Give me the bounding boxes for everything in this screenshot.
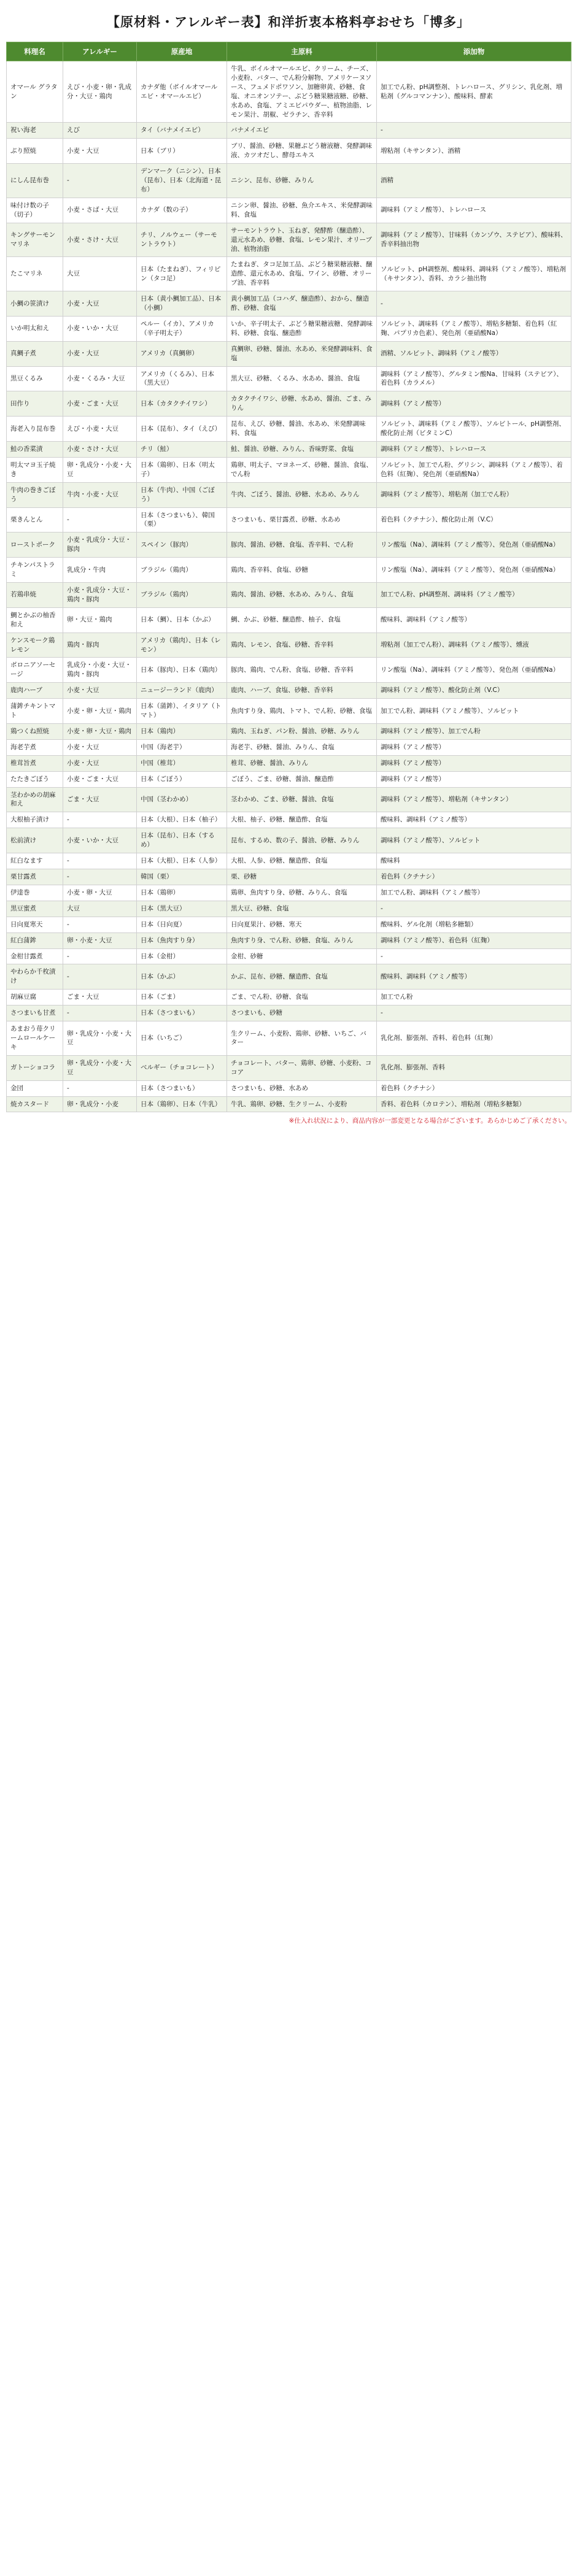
table-row: [7, 507, 571, 533]
dish-name-cell: 牛肉の巻きごぼう: [7, 482, 63, 507]
additives-cell: リン酸塩（Na）、調味料（アミノ酸等）、発色剤（亜硝酸Na）: [377, 533, 571, 558]
dish-name-cell: やわらか千枚漬け: [7, 964, 63, 990]
table-row: [7, 533, 571, 558]
table-row: [7, 164, 571, 198]
dish-name-cell: ケンスモーク鶏レモン: [7, 632, 63, 658]
table-row: [7, 1080, 571, 1096]
main-ingredients-cell: 鶏肉、香辛料、食塩、砂糖: [227, 558, 377, 583]
main-ingredients-cell: さつまいも、栗甘露煮、砂糖、水あめ: [227, 507, 377, 533]
dish-name-cell: 栗きんとん: [7, 507, 63, 533]
allergy-cell: 卵・乳成分・小麦・大豆: [63, 1021, 137, 1056]
dish-name-cell: たたきごぼう: [7, 771, 63, 787]
main-ingredients-cell: 日向夏果汁、砂糖、寒天: [227, 917, 377, 932]
main-ingredients-cell: 茎わかめ、ごま、砂糖、醤油、食塩: [227, 787, 377, 812]
allergy-cell: -: [63, 917, 137, 932]
additives-cell: 調味料（アミノ酸等）: [377, 771, 571, 787]
dish-name-cell: 椎茸旨煮: [7, 755, 63, 771]
main-ingredients-cell: カタクチイワシ、砂糖、水あめ、醤油、ごま、みりん: [227, 391, 377, 417]
dish-name-cell: 紅白蒲鉾: [7, 932, 63, 948]
table-row: [7, 198, 571, 223]
origin-cell: 韓国（栗）: [137, 869, 227, 885]
additives-cell: 調味料（アミノ酸等）、ソルビット: [377, 828, 571, 853]
table-row: [7, 990, 571, 1005]
allergy-cell: 鶏肉・豚肉: [63, 632, 137, 658]
main-ingredients-cell: かぶ、昆布、砂糖、醸造酢、食塩: [227, 964, 377, 990]
origin-cell: アメリカ（真鯛卵）: [137, 341, 227, 366]
additives-cell: 調味料（アミノ酸等）、トレハロース: [377, 198, 571, 223]
main-ingredients-cell: さつまいも、砂糖: [227, 1005, 377, 1021]
additives-cell: 調味料（アミノ酸等）、甘味料（カンゾウ、ステビア）、酸味料、香辛料抽出物: [377, 223, 571, 257]
additives-cell: -: [377, 1005, 571, 1021]
allergy-cell: 小麦・くるみ・大豆: [63, 366, 137, 391]
origin-cell: チリ、ノルウェー（サーモントラウト）: [137, 223, 227, 257]
origin-cell: 日本（鯛）、日本（かぶ）: [137, 607, 227, 632]
additives-cell: 酸味料: [377, 853, 571, 869]
dish-name-cell: 若鶏串焼: [7, 582, 63, 607]
additives-cell: 加工でん粉、調味料（アミノ酸等）: [377, 885, 571, 901]
main-ingredients-cell: 黒大豆、砂糖、くるみ、水あめ、醤油、食塩: [227, 366, 377, 391]
dish-name-cell: 味付け数の子（切子）: [7, 198, 63, 223]
allergy-cell: 乳成分・小麦・大豆・鶏肉・豚肉: [63, 658, 137, 683]
additives-cell: 酸味料、調味料（アミノ酸等）: [377, 964, 571, 990]
main-ingredients-cell: 大根、人参、砂糖、醸造酢、食塩: [227, 853, 377, 869]
allergy-cell: 小麦・大豆: [63, 683, 137, 699]
table-row: [7, 658, 571, 683]
allergy-cell: 卵・乳成分・小麦・大豆: [63, 1055, 137, 1080]
allergy-cell: -: [63, 1005, 137, 1021]
table-row: [7, 558, 571, 583]
allergy-table: [6, 42, 571, 1112]
dish-name-cell: たこマリネ: [7, 257, 63, 291]
table-row: [7, 739, 571, 755]
origin-cell: カナダ他（ボイルオマールエビ・オマールエビ）: [137, 61, 227, 123]
allergy-cell: 大豆: [63, 901, 137, 917]
dish-name-cell: 松前漬け: [7, 828, 63, 853]
dish-name-cell: ぶり照焼: [7, 139, 63, 164]
table-row: [7, 699, 571, 724]
allergy-cell: 卵・乳成分・小麦: [63, 1096, 137, 1112]
table-row: [7, 632, 571, 658]
main-ingredients-cell: 黄小鯛加工品（コハダ、醸造酢）、おから、醸造酢、砂糖、食塩: [227, 291, 377, 317]
origin-cell: 中国（海老芋）: [137, 739, 227, 755]
table-row: [7, 457, 571, 482]
dish-name-cell: 金柑甘露煮: [7, 948, 63, 964]
allergy-cell: -: [63, 869, 137, 885]
origin-cell: 日本（魚肉すり身）: [137, 932, 227, 948]
origin-cell: アメリカ（くるみ）、日本（黒大豆）: [137, 366, 227, 391]
origin-cell: スペイン（豚肉）: [137, 533, 227, 558]
origin-cell: 日本（鶏卵）、日本（牛乳）: [137, 1096, 227, 1112]
additives-cell: 調味料（アミノ酸等）: [377, 755, 571, 771]
table-row: [7, 828, 571, 853]
main-ingredients-cell: ニシン卵、醤油、砂糖、魚介エキス、米発酵調味料、食塩: [227, 198, 377, 223]
allergy-cell: 小麦・卵・大豆・鶏肉: [63, 723, 137, 739]
dish-name-cell: キングサーモンマリネ: [7, 223, 63, 257]
allergy-cell: 小麦・さけ・大豆: [63, 442, 137, 458]
table-row: [7, 223, 571, 257]
header-main-ingredients: 主原料: [227, 42, 377, 61]
allergy-cell: 牛肉・小麦・大豆: [63, 482, 137, 507]
table-row: [7, 683, 571, 699]
table-row: [7, 1055, 571, 1080]
additives-cell: 香料、着色料（カロテン）、増粘剤（増粘多糖類）: [377, 1096, 571, 1112]
main-ingredients-cell: 豚肉、鶏肉、でん粉、食塩、砂糖、香辛料: [227, 658, 377, 683]
origin-cell: 日本（ごぼう）: [137, 771, 227, 787]
main-ingredients-cell: 牛肉、ごぼう、醤油、砂糖、水あめ、みりん: [227, 482, 377, 507]
dish-name-cell: 茎わかめの胡麻和え: [7, 787, 63, 812]
main-ingredients-cell: たまねぎ、タコ足加工品、ぶどう糖果糖液糖、醸造酢、還元水あめ、食塩、ワイン、砂糖、オリーブ油、香辛料: [227, 257, 377, 291]
additives-cell: 調味料（アミノ酸等）、加工でん粉: [377, 723, 571, 739]
allergy-cell: 小麦・ごま・大豆: [63, 391, 137, 417]
additives-cell: 乳化剤、膨張剤、香料: [377, 1055, 571, 1080]
allergy-cell: 小麦・卵・大豆・鶏肉: [63, 699, 137, 724]
additives-cell: 増粘剤（キサンタン）、酒精: [377, 139, 571, 164]
origin-cell: 日本（さつまいも）、韓国（栗）: [137, 507, 227, 533]
origin-cell: アメリカ（鶏肉）、日本（レモン）: [137, 632, 227, 658]
origin-cell: ペルー（イカ）、アメリカ（辛子明太子）: [137, 316, 227, 341]
main-ingredients-cell: いか、辛子明太子、ぶどう糖果糖液糖、発酵調味料、砂糖、食塩、醸造酢: [227, 316, 377, 341]
main-ingredients-cell: 豚肉、醤油、砂糖、食塩、香辛料、でん粉: [227, 533, 377, 558]
dish-name-cell: 鯛とかぶの柚香和え: [7, 607, 63, 632]
origin-cell: 日本（たまねぎ）、フィリピン（タコ足）: [137, 257, 227, 291]
dish-name-cell: 祝い海老: [7, 123, 63, 139]
dish-name-cell: 真鯛子煮: [7, 341, 63, 366]
allergy-cell: 小麦・大豆: [63, 739, 137, 755]
origin-cell: 日本（かぶ）: [137, 964, 227, 990]
dish-name-cell: にしん昆布巻: [7, 164, 63, 198]
main-ingredients-cell: チョコレート、バター、鶏卵、砂糖、小麦粉、ココア: [227, 1055, 377, 1080]
allergy-cell: えび: [63, 123, 137, 139]
additives-cell: ソルビット、pH調整剤、酸味料、調味料（アミノ酸等）、増粘剤（キサンタン）、香料、カラシ抽出物: [377, 257, 571, 291]
table-header: [7, 42, 571, 61]
table-row: [7, 853, 571, 869]
allergy-cell: 小麦・いか・大豆: [63, 828, 137, 853]
main-ingredients-cell: 昆布、えび、砂糖、醤油、水あめ、米発酵調味料、食塩: [227, 417, 377, 442]
allergy-cell: 小麦・ごま・大豆: [63, 771, 137, 787]
origin-cell: 日本（黄小鯛加工品）、日本（小鯛）: [137, 291, 227, 317]
additives-cell: 着色料（クチナシ）、酸化防止剤（V.C）: [377, 507, 571, 533]
table-row: [7, 366, 571, 391]
additives-cell: 加工でん粉: [377, 990, 571, 1005]
table-row: [7, 123, 571, 139]
table-row: [7, 869, 571, 885]
dish-name-cell: オマール グラタン: [7, 61, 63, 123]
allergy-cell: 小麦・さば・大豆: [63, 198, 137, 223]
origin-cell: 日本（いちご）: [137, 1021, 227, 1056]
dish-name-cell: 焼カスタード: [7, 1096, 63, 1112]
allergy-cell: -: [63, 812, 137, 828]
dish-name-cell: 鮭の香菜漬: [7, 442, 63, 458]
additives-cell: ソルビット、調味料（アミノ酸等）、増粘多糖類、着色料（紅麹、パプリカ色素）、発色剤（亜硝酸Na）: [377, 316, 571, 341]
table-row: [7, 607, 571, 632]
additives-cell: -: [377, 901, 571, 917]
allergy-cell: -: [63, 853, 137, 869]
additives-cell: -: [377, 948, 571, 964]
allergy-cell: 小麦・乳成分・大豆・鶏肉・豚肉: [63, 582, 137, 607]
dish-name-cell: 大根柚子漬け: [7, 812, 63, 828]
dish-name-cell: 紅白なます: [7, 853, 63, 869]
origin-cell: ブラジル（鶏肉）: [137, 558, 227, 583]
allergy-cell: -: [63, 964, 137, 990]
origin-cell: 日本（鶏肉）: [137, 723, 227, 739]
additives-cell: 乳化剤、膨張剤、香料、着色料（紅麹）: [377, 1021, 571, 1056]
main-ingredients-cell: ブリ、醤油、砂糖、果糖ぶどう糖液糖、発酵調味液、カツオだし、酵母エキス: [227, 139, 377, 164]
additives-cell: 加工でん粉、調味料（アミノ酸等）、ソルビット: [377, 699, 571, 724]
dish-name-cell: 鶏つくね照焼: [7, 723, 63, 739]
page-title: 【原材料・アレルギー表】和洋折衷本格料亭おせち「博多」: [106, 15, 470, 29]
dish-name-cell: 田作り: [7, 391, 63, 417]
origin-cell: 日本（豚肉）、日本（鶏肉）: [137, 658, 227, 683]
origin-cell: 中国（椎茸）: [137, 755, 227, 771]
dish-name-cell: 金団: [7, 1080, 63, 1096]
dish-name-cell: 日向夏寒天: [7, 917, 63, 932]
additives-cell: 調味料（アミノ酸等）: [377, 391, 571, 417]
main-ingredients-cell: 牛乳、ボイルオマールエビ、クリーム、チーズ、小麦粉、バター、でん粉分解物、アメリケーヌソース、フュメドポワソン、加糖卵黄、砂糖、食塩、オニオンソテー、ぶどう糖果糖液糖、砂糖、水あめ、食塩、アミエビパウダー、植物油脂、レモン果汁、胡椒、ゼラチン、香辛料: [227, 61, 377, 123]
additives-cell: 酒精、ソルビット、調味料（アミノ酸等）: [377, 341, 571, 366]
origin-cell: 日本（カタクチイワシ）: [137, 391, 227, 417]
origin-cell: 日本（ごま）: [137, 990, 227, 1005]
header-allergy: アレルギー: [63, 42, 137, 61]
additives-cell: リン酸塩（Na）、調味料（アミノ酸等）、発色剤（亜硝酸Na）: [377, 658, 571, 683]
dish-name-cell: ガトーショコラ: [7, 1055, 63, 1080]
additives-cell: 調味料（アミノ酸等）、グルタミン酸Na、甘味料（ステビア）、着色料（カラメル）: [377, 366, 571, 391]
allergy-cell: 小麦・いか・大豆: [63, 316, 137, 341]
dish-name-cell: 鹿肉ハーブ: [7, 683, 63, 699]
allergy-cell: -: [63, 1080, 137, 1096]
origin-cell: 日本（昆布）、タイ（えび）: [137, 417, 227, 442]
origin-cell: タイ（バナメイエビ）: [137, 123, 227, 139]
main-ingredients-cell: さつまいも、砂糖、水あめ: [227, 1080, 377, 1096]
main-ingredients-cell: バナメイエビ: [227, 123, 377, 139]
dish-name-cell: ローストポーク: [7, 533, 63, 558]
origin-cell: 日本（鶏卵）: [137, 885, 227, 901]
additives-cell: 酒精: [377, 164, 571, 198]
origin-cell: 日本（蒲鉾）、イタリア（トマト）: [137, 699, 227, 724]
header-origin: 原産地: [137, 42, 227, 61]
table-row: [7, 964, 571, 990]
allergy-cell: えび・小麦・卵・乳成分・大豆・鶏肉: [63, 61, 137, 123]
dish-name-cell: 海老入り昆布巻: [7, 417, 63, 442]
additives-cell: 調味料（アミノ酸等）、トレハロース: [377, 442, 571, 458]
dish-name-cell: ボロニアソーセージ: [7, 658, 63, 683]
dish-name-cell: チキンパストラミ: [7, 558, 63, 583]
allergy-cell: -: [63, 948, 137, 964]
main-ingredients-cell: 金柑、砂糖: [227, 948, 377, 964]
main-ingredients-cell: 鯛、かぶ、砂糖、醸造酢、柚子、食塩: [227, 607, 377, 632]
table-row: [7, 257, 571, 291]
table-row: [7, 1021, 571, 1056]
dish-name-cell: 栗甘露煮: [7, 869, 63, 885]
dish-name-cell: 伊達巻: [7, 885, 63, 901]
main-ingredients-cell: サーモントラウト、玉ねぎ、発酵酢（醸造酢）、還元水あめ、砂糖、食塩、レモン果汁、オリーブ油、植物油脂: [227, 223, 377, 257]
main-ingredients-cell: 鶏肉、玉ねぎ、パン粉、醤油、砂糖、みりん: [227, 723, 377, 739]
allergy-cell: 小麦・大豆: [63, 755, 137, 771]
main-ingredients-cell: 魚肉すり身、鶏肉、トマト、でん粉、砂糖、食塩: [227, 699, 377, 724]
table-row: [7, 341, 571, 366]
additives-cell: 調味料（アミノ酸等）、増粘剤（加工でん粉）: [377, 482, 571, 507]
main-ingredients-cell: 海老芋、砂糖、醤油、みりん、食塩: [227, 739, 377, 755]
origin-cell: 日本（さつまいも）: [137, 1080, 227, 1096]
additives-cell: 増粘剤（加工でん粉）、調味料（アミノ酸等）、燻液: [377, 632, 571, 658]
additives-cell: 調味料（アミノ酸等）、増粘剤（キサンタン）: [377, 787, 571, 812]
dish-name-cell: あまおう苺クリームロールケーキ: [7, 1021, 63, 1056]
origin-cell: 中国（茎わかめ）: [137, 787, 227, 812]
dish-name-cell: いか明太和え: [7, 316, 63, 341]
main-ingredients-cell: 椎茸、砂糖、醤油、みりん: [227, 755, 377, 771]
additives-cell: 加工でん粉、pH調整剤、調味料（アミノ酸等）: [377, 582, 571, 607]
origin-cell: 日本（黒大豆）: [137, 901, 227, 917]
dish-name-cell: さつまいも甘煮: [7, 1005, 63, 1021]
origin-cell: カナダ（数の子）: [137, 198, 227, 223]
main-ingredients-cell: 魚肉すり身、でん粉、砂糖、食塩、みりん: [227, 932, 377, 948]
additives-cell: 調味料（アミノ酸等）、着色料（紅麹）: [377, 932, 571, 948]
table-row: [7, 787, 571, 812]
additives-cell: 調味料（アミノ酸等）、酸化防止剤（V.C）: [377, 683, 571, 699]
footnote: ※仕入れ状況により、商品内容が一部変更となる場合がございます。あらかじめご了承ください。: [288, 1117, 571, 1125]
allergy-cell: 小麦・乳成分・大豆・豚肉: [63, 533, 137, 558]
origin-cell: 日本（大根）、日本（人参）: [137, 853, 227, 869]
dish-name-cell: 黒豆蜜煮: [7, 901, 63, 917]
additives-cell: 加工でん粉、pH調整剤、トレハロース、グリシン、乳化剤、増粘剤（グルコマンナン）、酸味料、酵素: [377, 61, 571, 123]
table-row: [7, 391, 571, 417]
header-row: [7, 42, 571, 61]
additives-cell: -: [377, 291, 571, 317]
table-row: [7, 812, 571, 828]
origin-cell: デンマーク（ニシン）、日本（昆布）、日本（北海道・昆布）: [137, 164, 227, 198]
dish-name-cell: 明太マヨ玉子焼き: [7, 457, 63, 482]
table-row: [7, 755, 571, 771]
header-dish-name: 料理名: [7, 42, 63, 61]
allergy-cell: 大豆: [63, 257, 137, 291]
table-row: [7, 723, 571, 739]
origin-cell: 日本（ブリ）: [137, 139, 227, 164]
origin-cell: 日本（金柑）: [137, 948, 227, 964]
table-row: [7, 61, 571, 123]
allergy-cell: 乳成分・牛肉: [63, 558, 137, 583]
main-ingredients-cell: 牛乳、鶏卵、砂糖、生クリーム、小麦粉: [227, 1096, 377, 1112]
table-row: [7, 1096, 571, 1112]
main-ingredients-cell: 鶏卵、明太子、マヨネーズ、砂糖、醤油、食塩、でん粉: [227, 457, 377, 482]
main-ingredients-cell: ごま、でん粉、砂糖、食塩: [227, 990, 377, 1005]
table-row: [7, 139, 571, 164]
origin-cell: 日本（牛肉）、中国（ごぼう）: [137, 482, 227, 507]
table-row: [7, 316, 571, 341]
table-row: [7, 917, 571, 932]
allergy-cell: 卵・小麦・大豆: [63, 932, 137, 948]
origin-cell: ベルギー（チョコレート）: [137, 1055, 227, 1080]
additives-cell: リン酸塩（Na）、調味料（アミノ酸等）、発色剤（亜硝酸Na）: [377, 558, 571, 583]
table-row: [7, 482, 571, 507]
main-ingredients-cell: 黒大豆、砂糖、食塩: [227, 901, 377, 917]
additives-cell: 酸味料、ゲル化剤（増粘多糖類）: [377, 917, 571, 932]
additives-cell: ソルビット、調味料（アミノ酸等）、ソルビトール、pH調整剤、酸化防止剤（ビタミンC）: [377, 417, 571, 442]
main-ingredients-cell: 鶏肉、レモン、食塩、砂糖、香辛料: [227, 632, 377, 658]
origin-cell: 日本（昆布）、日本（するめ）: [137, 828, 227, 853]
origin-cell: 日本（大根）、日本（柚子）: [137, 812, 227, 828]
table-row: [7, 932, 571, 948]
origin-cell: ニュージーランド（鹿肉）: [137, 683, 227, 699]
origin-cell: チリ（鮭）: [137, 442, 227, 458]
allergy-cell: 小麦・卵・大豆: [63, 885, 137, 901]
additives-cell: 着色料（クチナシ）: [377, 869, 571, 885]
origin-cell: ブラジル（鶏肉）: [137, 582, 227, 607]
origin-cell: 日本（さつまいも）: [137, 1005, 227, 1021]
allergy-cell: -: [63, 164, 137, 198]
allergy-cell: えび・小麦・大豆: [63, 417, 137, 442]
dish-name-cell: 小鯛の笹漬け: [7, 291, 63, 317]
header-additives: 添加物: [377, 42, 571, 61]
table-row: [7, 582, 571, 607]
additives-cell: 着色料（クチナシ）: [377, 1080, 571, 1096]
table-row: [7, 901, 571, 917]
additives-cell: 酸味料、調味料（アミノ酸等）: [377, 607, 571, 632]
additives-cell: 酸味料、調味料（アミノ酸等）: [377, 812, 571, 828]
allergy-cell: 小麦・さけ・大豆: [63, 223, 137, 257]
table-row: [7, 771, 571, 787]
allergy-cell: 小麦・大豆: [63, 341, 137, 366]
table-row: [7, 1005, 571, 1021]
table-row: [7, 442, 571, 458]
additives-cell: 調味料（アミノ酸等）: [377, 739, 571, 755]
main-ingredients-cell: ニシン、昆布、砂糖、みりん: [227, 164, 377, 198]
origin-cell: 日本（鶏卵）、日本（明太子）: [137, 457, 227, 482]
main-ingredients-cell: 昆布、するめ、数の子、醤油、砂糖、みりん: [227, 828, 377, 853]
allergy-cell: 卵・乳成分・小麦・大豆: [63, 457, 137, 482]
table-body: [7, 61, 571, 1112]
allergy-cell: 卵・大豆・鶏肉: [63, 607, 137, 632]
main-ingredients-cell: 鮭、醤油、砂糖、みりん、香味野菜、食塩: [227, 442, 377, 458]
allergy-cell: 小麦・大豆: [63, 139, 137, 164]
additives-cell: -: [377, 123, 571, 139]
main-ingredients-cell: 鶏卵、魚肉すり身、砂糖、みりん、食塩: [227, 885, 377, 901]
allergy-cell: 小麦・大豆: [63, 291, 137, 317]
main-ingredients-cell: 真鯛卵、砂糖、醤油、水あめ、米発酵調味料、食塩: [227, 341, 377, 366]
allergy-cell: -: [63, 507, 137, 533]
allergy-cell: ごま・大豆: [63, 990, 137, 1005]
table-row: [7, 291, 571, 317]
main-ingredients-cell: 鶏肉、醤油、砂糖、水あめ、みりん、食塩: [227, 582, 377, 607]
dish-name-cell: 海老芋煮: [7, 739, 63, 755]
main-ingredients-cell: 鹿肉、ハーブ、食塩、砂糖、香辛料: [227, 683, 377, 699]
main-ingredients-cell: 生クリーム、小麦粉、鶏卵、砂糖、いちご、バター: [227, 1021, 377, 1056]
table-row: [7, 417, 571, 442]
page: [0, 0, 577, 1132]
dish-name-cell: 黒豆くるみ: [7, 366, 63, 391]
table-row: [7, 885, 571, 901]
main-ingredients-cell: ごぼう、ごま、砂糖、醤油、醸造酢: [227, 771, 377, 787]
table-row: [7, 948, 571, 964]
additives-cell: ソルビット、加工でん粉、グリシン、調味料（アミノ酸等）、着色料（紅麹）、発色剤（亜硝酸Na）: [377, 457, 571, 482]
allergy-cell: ごま・大豆: [63, 787, 137, 812]
main-ingredients-cell: 大根、柚子、砂糖、醸造酢、食塩: [227, 812, 377, 828]
main-ingredients-cell: 栗、砂糖: [227, 869, 377, 885]
dish-name-cell: 蒲鉾チキントマト: [7, 699, 63, 724]
origin-cell: 日本（日向夏）: [137, 917, 227, 932]
dish-name-cell: 胡麻豆腐: [7, 990, 63, 1005]
